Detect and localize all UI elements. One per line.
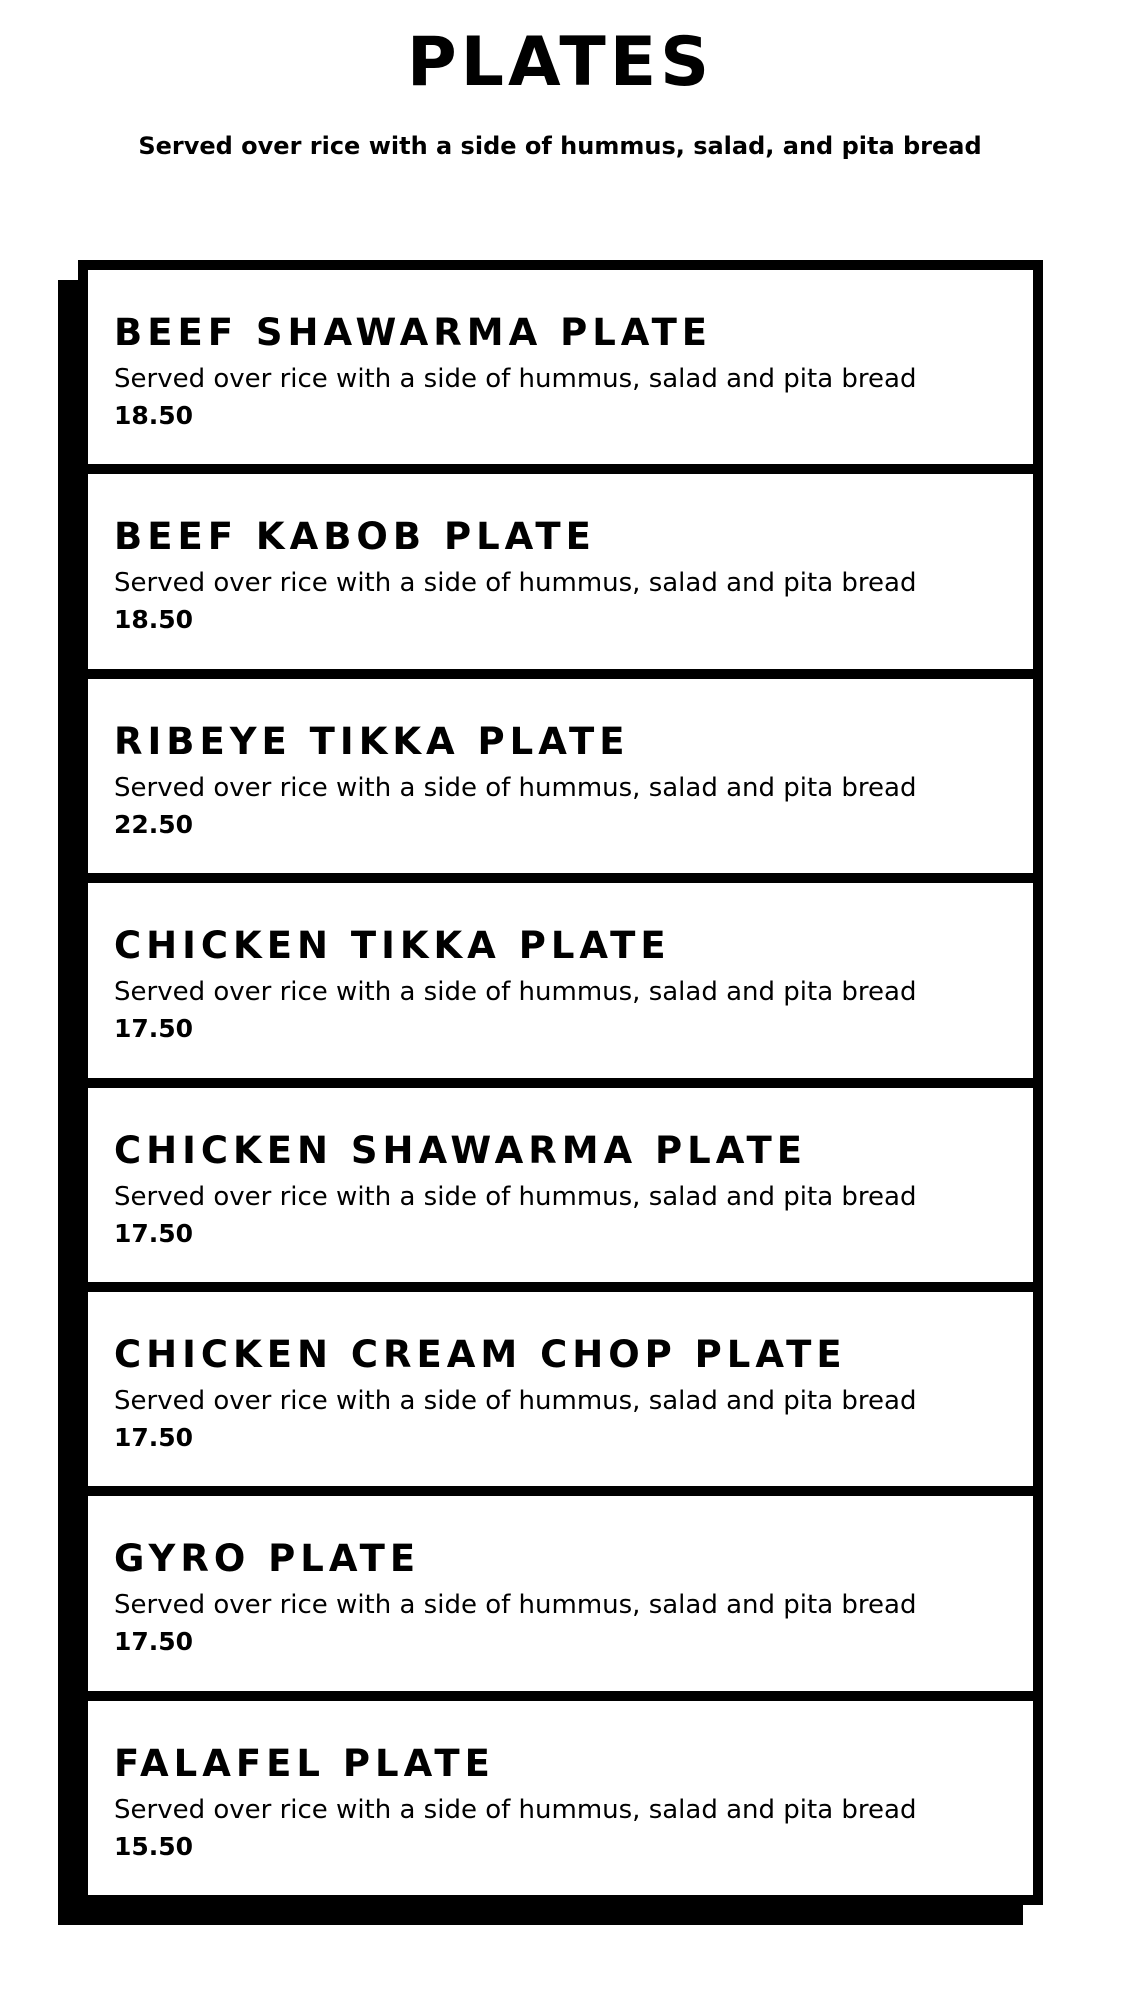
page-subtitle: Served over rice with a side of hummus, salad, and pita bread bbox=[138, 132, 982, 160]
menu-item-chicken-cream-chop-plate bbox=[88, 1292, 1033, 1486]
item-name: GYRO PLATE bbox=[114, 1537, 421, 1581]
menu-item-chicken-tikka-plate bbox=[88, 883, 1033, 1077]
item-price: 17.50 bbox=[114, 1422, 194, 1452]
item-price: 17.50 bbox=[114, 1627, 194, 1657]
item-description: Served over rice with a side of hummus, salad and pita bread bbox=[114, 1794, 917, 1825]
item-description: Served over rice with a side of hummus, salad and pita bread bbox=[114, 568, 917, 599]
item-description: Served over rice with a side of hummus, salad and pita bread bbox=[114, 1590, 917, 1621]
item-price: 18.50 bbox=[114, 605, 194, 635]
item-description: Served over rice with a side of hummus, salad and pita bread bbox=[114, 772, 917, 803]
item-description: Served over rice with a side of hummus, salad and pita bread bbox=[114, 1385, 917, 1416]
item-description: Served over rice with a side of hummus, salad and pita bread bbox=[114, 977, 917, 1008]
item-name: BEEF SHAWARMA PLATE bbox=[114, 311, 713, 354]
item-description: Served over rice with a side of hummus, salad and pita bread bbox=[114, 1181, 917, 1212]
page-title: PLATES bbox=[406, 23, 714, 102]
item-name: CHICKEN TIKKA PLATE bbox=[114, 924, 671, 968]
item-description: Served over rice with a side of hummus, salad and pita bread bbox=[114, 364, 917, 394]
item-name: FALAFEL PLATE bbox=[114, 1741, 495, 1785]
menu-item-beef-kabob-plate bbox=[88, 474, 1033, 668]
item-name: CHICKEN CREAM CHOP PLATE bbox=[114, 1332, 847, 1376]
item-price: 17.50 bbox=[114, 1218, 194, 1248]
menu-item-falafel-plate bbox=[88, 1701, 1033, 1895]
menu-list bbox=[78, 260, 1043, 1905]
item-name: BEEF KABOB PLATE bbox=[114, 515, 596, 559]
item-price: 22.50 bbox=[114, 809, 194, 839]
item-price: 17.50 bbox=[114, 1014, 194, 1044]
menu-item-ribeye-tikka-plate bbox=[88, 679, 1033, 873]
item-name: RIBEYE TIKKA PLATE bbox=[114, 719, 630, 763]
item-name: CHICKEN SHAWARMA PLATE bbox=[114, 1128, 808, 1172]
item-price: 15.50 bbox=[114, 1831, 194, 1861]
menu-item-chicken-shawarma-plate bbox=[88, 1088, 1033, 1282]
menu-item-gyro-plate bbox=[88, 1496, 1033, 1690]
item-price: 18.50 bbox=[114, 401, 194, 430]
menu-item-beef-shawarma-plate bbox=[88, 270, 1033, 464]
